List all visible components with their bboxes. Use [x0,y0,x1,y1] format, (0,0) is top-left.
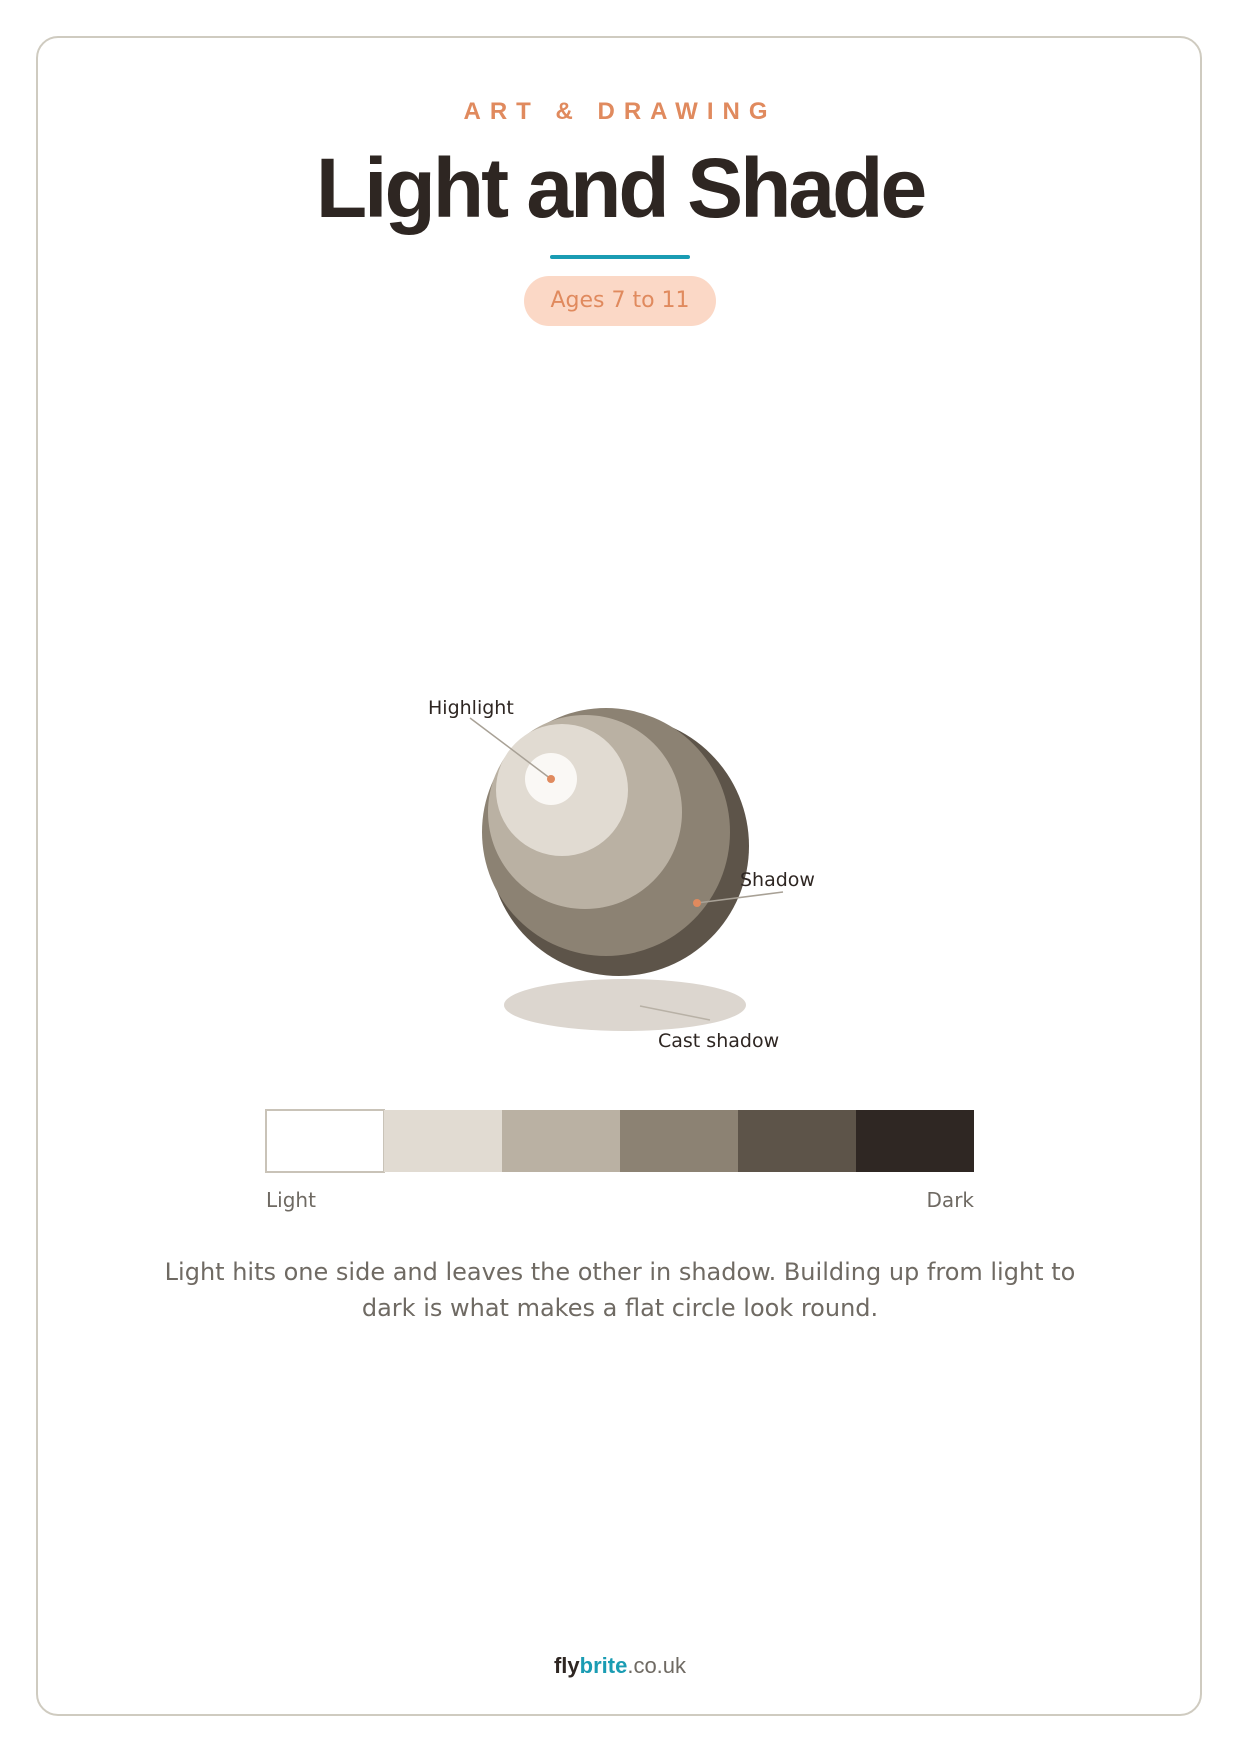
tone-scale [266,1110,974,1172]
tone-swatch-2 [384,1110,502,1172]
cast-shadow-ellipse [504,979,746,1031]
highlight-marker-dot [547,775,555,783]
brand-brite: brite [579,1653,628,1678]
tone-scale-dark-label: Dark [926,1188,974,1212]
age-badge: Ages 7 to 11 [524,276,716,326]
subject-label: ART & DRAWING [463,98,777,125]
description-text: Light hits one side and leaves the other in shadow. Building up from light to dark is what makes a flat circle look round. [164,1258,1076,1322]
brand-fly: fly [553,1653,580,1678]
tone-swatch-5 [738,1110,856,1172]
footer-brand [0,1653,1240,1679]
tone-swatch-4 [620,1110,738,1172]
shadow-label: Shadow [740,869,815,891]
shadow-marker-dot [693,899,701,907]
brand-domain: .co.uk [627,1653,687,1678]
tone-swatch-6 [856,1110,974,1172]
cast-shadow-label: Cast shadow [658,1030,780,1052]
highlight-label: Highlight [428,697,514,719]
tone-scale-light-label: Light [266,1188,316,1212]
page-title: Light and Shade [315,141,925,235]
tone-swatch-1 [266,1110,384,1172]
tone-swatch-3 [502,1110,620,1172]
